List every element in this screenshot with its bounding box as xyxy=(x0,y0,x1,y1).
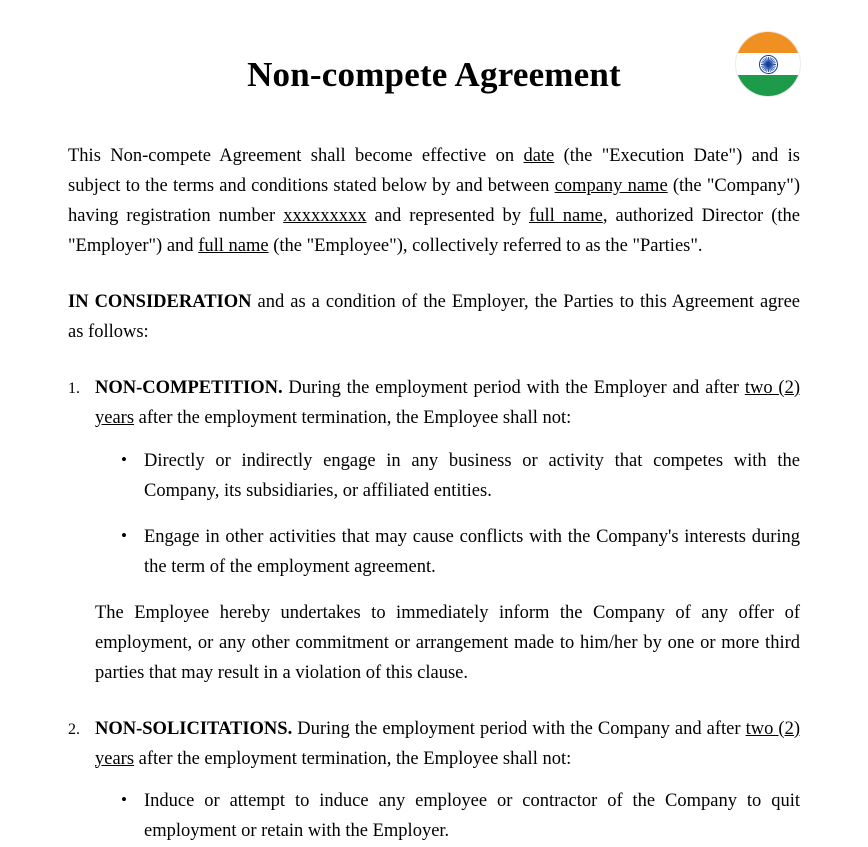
flag-circle xyxy=(736,32,800,96)
clause-lead-after: after the employment termination, the Employee shall not: xyxy=(134,407,572,428)
clause-bullet-list xyxy=(95,787,800,847)
list-item: • Directly or indirectly engage in any business or activity that competes with the Company, its subsidiaries, or affiliated entities. xyxy=(119,447,800,507)
intro-text-5: , authorized Director (the "Employer") and xyxy=(68,205,800,256)
intro-text-4: and represented by xyxy=(366,205,530,226)
clause-heading: NON-COMPETITION. xyxy=(95,377,283,398)
blank-duration-non-solicitations[interactable]: two (2) years xyxy=(95,718,800,769)
consideration-heading: IN CONSIDERATION xyxy=(68,291,252,312)
ashoka-chakra-icon xyxy=(759,55,778,74)
blank-registration-number[interactable]: xxxxxxxxx xyxy=(283,205,367,226)
flag-band-green xyxy=(736,75,800,96)
clause-body xyxy=(95,374,800,689)
clause-lead-after: after the employment termination, the Employee shall not: xyxy=(134,748,572,769)
blank-employee-name[interactable]: full name xyxy=(198,235,269,256)
consideration-text: and as a condition of the Employer, the Parties to this Agreement agree as follows: xyxy=(68,291,801,342)
consideration-paragraph xyxy=(68,288,800,348)
blank-director-name[interactable]: full name xyxy=(529,205,603,226)
clause-item-non-competition xyxy=(68,374,800,689)
india-flag-icon xyxy=(736,32,800,96)
intro-paragraph xyxy=(68,142,800,262)
clause-bullet-list xyxy=(95,447,800,583)
intro-text-1: This Non-compete Agreement shall become effective on xyxy=(68,146,524,166)
clause-number: 1. xyxy=(68,379,80,397)
document-body xyxy=(68,142,800,847)
chakra-spokes xyxy=(760,56,777,73)
clause-list xyxy=(68,374,800,847)
blank-duration-non-competition[interactable]: two (2) years xyxy=(95,377,800,428)
list-item: • Engage in other activities that may cause conflicts with the Company's interests during the term of the employment agreement. xyxy=(119,523,800,583)
clause-body xyxy=(95,715,800,847)
blank-date[interactable]: date xyxy=(523,146,555,166)
clause-number: 2. xyxy=(68,720,80,738)
flag-band-saffron xyxy=(736,32,800,53)
clause-trailing-paragraph: The Employee hereby undertakes to immediately inform the Company of any offer of employment, or any other commitment or arrangement made to him/her by one or more third parties that may result in a violation of this clause. xyxy=(95,602,800,683)
clause-lead-before: During the employment period with the Company and after xyxy=(292,718,746,739)
list-item: • Induce or attempt to induce any employee or contractor of the Company to quit employment or retain with the Employer. xyxy=(119,787,800,847)
page-title: Non-compete Agreement xyxy=(247,55,621,94)
intro-text-2: (the "Execution Date") and is subject to the terms and conditions stated below by and between xyxy=(68,146,800,196)
clause-item-non-solicitations xyxy=(68,715,800,847)
blank-company-name[interactable]: company name xyxy=(554,175,668,196)
clause-lead-before: During the employment period with the Employer and after xyxy=(282,377,745,398)
clause-heading: NON-SOLICITATIONS. xyxy=(95,718,293,739)
intro-text-6: (the "Employee"), collectively referred to as the "Parties". xyxy=(268,235,703,256)
intro-text-3: (the "Company") having registration number xyxy=(68,175,801,226)
